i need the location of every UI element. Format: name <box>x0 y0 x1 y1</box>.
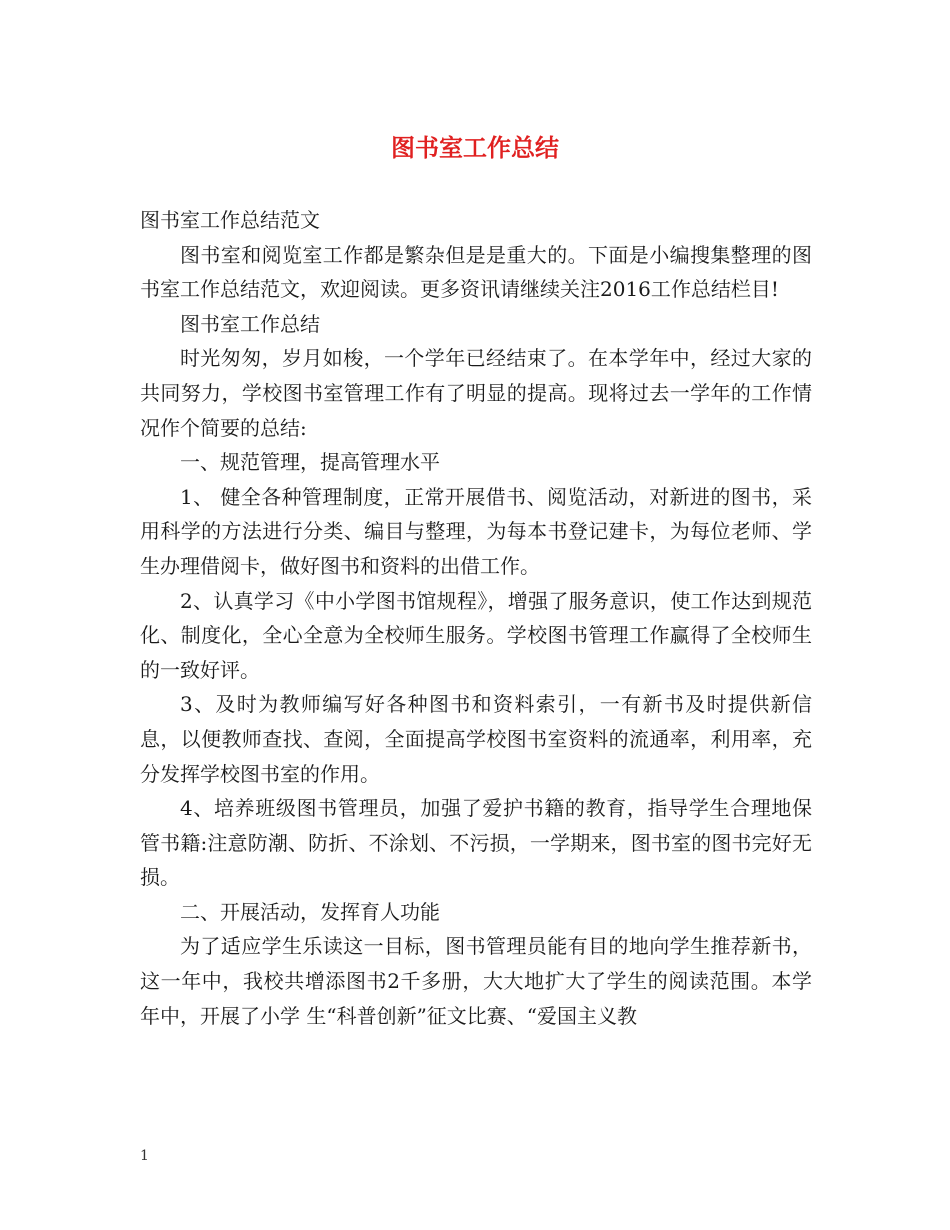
paragraph: 图书室工作总结 <box>180 311 320 336</box>
paragraph: 时光匆匆，岁月如梭，一个学年已经结束了。在本学年中，经过大家的共同努力，学校图书室管理工作有了明显的提高。现将过去一学年的工作情况作个简要的总结: <box>140 346 812 440</box>
paragraph: 1、 健全各种管理制度，正常开展借书、阅览活动，对新进的图书，采用科学的方法进行分类、编目与整理，为每本书登记建卡，为每位老师、学生办理借阅卡，做好图书和资料的出借工作。 <box>140 484 812 578</box>
page-number: 1 <box>140 1148 149 1164</box>
paragraph: 一、规范管理，提高管理水平 <box>180 450 440 475</box>
paragraph: 3、及时为教师编写好各种图书和资料索引，一有新书及时提供新信息，以便教师查找、查阅，全面提高学校图书室资料的流通率，利用率，充分发挥学校图书室的作用。 <box>140 692 812 786</box>
paragraph: 图书室工作总结范文 <box>140 208 320 232</box>
paragraph: 2、认真学习《中小学图书馆规程》，增强了服务意识，使工作达到规范化、制度化，全心全意为全校师生服务。学校图书管理工作赢得了全校师生的一致好评。 <box>140 588 812 682</box>
paragraph: 4、培养班级图书管理员，加强了爱护书籍的教育，指导学生合理地保管书籍:注意防潮、防折、不涂划、不污损，一学期来，图书室的图书完好无损。 <box>140 796 812 890</box>
paragraph: 图书室和阅览室工作都是繁杂但是是重大的。下面是小编搜集整理的图书室工作总结范文，欢迎阅读。更多资讯请继续关注2016工作总结栏目! <box>140 242 812 302</box>
paragraph: 二、开展活动，发挥育人功能 <box>180 899 440 924</box>
paragraph: 为了适应学生乐读这一目标，图书管理员能有目的地向学生推荐新书，这一年中，我校共增添图书2千多册，大大地扩大了学生的阅读范围。本学年中，开展了小学 生“科普创新”征文比赛、“爱国主义教 <box>140 934 812 1028</box>
document-title: 图书室工作总结 <box>391 134 559 162</box>
document-body <box>140 203 812 1033</box>
